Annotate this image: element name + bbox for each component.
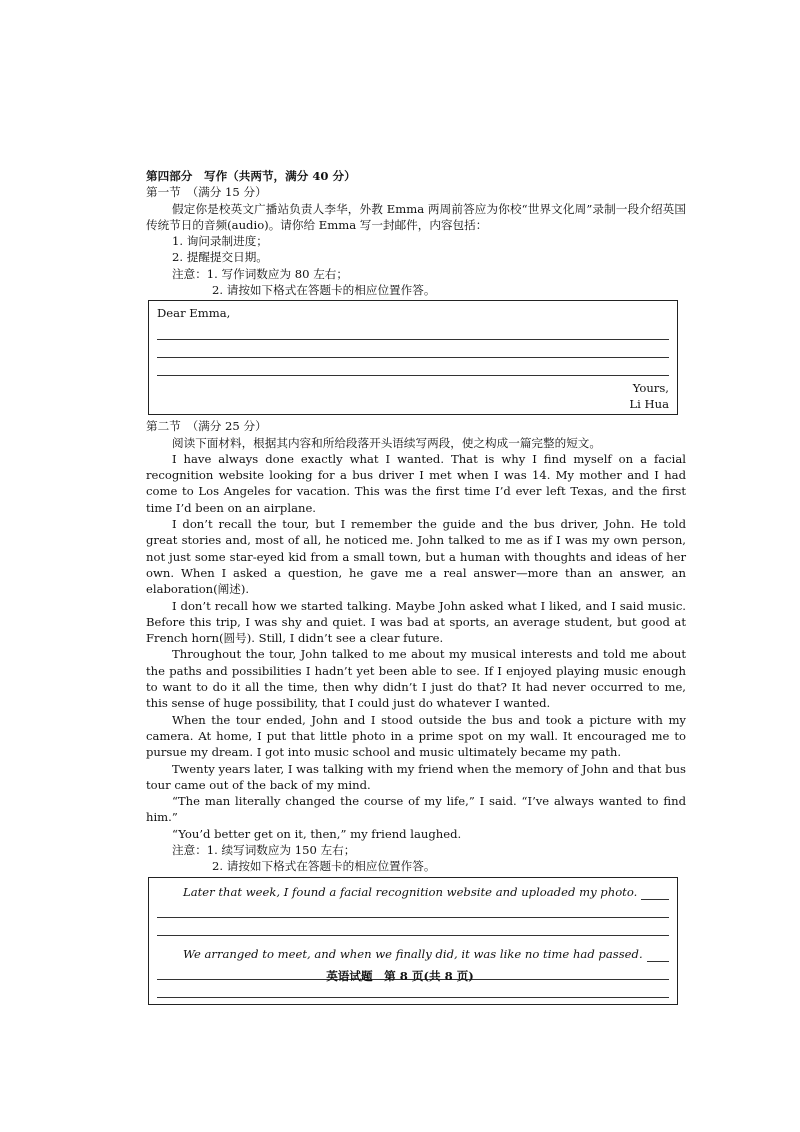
- answer-line: [641, 887, 669, 900]
- answer-line: [157, 918, 669, 936]
- letter-answer-box: [148, 300, 678, 415]
- letter-greeting: Dear Emma,: [157, 306, 231, 321]
- answer-line: [157, 900, 669, 918]
- story-paragraph: I have always done exactly what I wanted. That is why I find myself on a facial recognition website looking for a bus driver I met when I was 14. My mother and I had come to Los Angeles for vacation. This was the first time I’d ever left Texas, and the first time I’d been on an airplane.: [146, 451, 686, 515]
- answer-line: [157, 358, 669, 376]
- section1-task: 假定你是校英文广播站负责人李华，外教 Emma 两周前答应为你校“世界文化周”录制一段介绍英国传统节日的音频(audio)。请你给 Emma 写一封邮件，内容包括：: [146, 201, 686, 232]
- section2-instruction: 阅读下面材料，根据其内容和所给段落开头语续写两段，使之构成一篇完整的短文。: [172, 435, 601, 450]
- story-paragraph: I don’t recall the tour, but I remember the guide and the bus driver, John. He told great stories and, most of all, he noticed me. John talked to me as if I was my own person, not just some star-eyed kid from a small town, but a human with thoughts and ideas of her own. When I asked a question, he gave me a real answer—more than an answer, an elaboration(阐述).: [146, 517, 686, 597]
- story-paragraph: When the tour ended, John and I stood outside the bus and took a picture with my camera. At home, I put that little photo in a prime spot on my wall. It encouraged me to pursue my dream. I got into music school and music ultimately became my path.: [146, 712, 686, 760]
- writing-section: [146, 168, 686, 1008]
- task-point: 2. 提醒提交日期。: [172, 250, 268, 265]
- answer-line: [157, 322, 669, 340]
- answer-line: [157, 340, 669, 358]
- story-paragraph: I don’t recall how we started talking. Maybe John asked what I liked, and I said music. Before this trip, I was shy and quiet. I was bad at sports, an average student, but good at French horn(圆号). Still, I didn’t see a clear future.: [146, 598, 686, 646]
- story-paragraph: Twenty years later, I was talking with my friend when the memory of John and that bus tour came out of the back of my mind.: [146, 761, 686, 792]
- story-paragraph: “You’d better get on it, then,” my friend laughed.: [172, 826, 462, 841]
- section1-note: 2. 请按如下格式在答题卡的相应位置作答。: [212, 283, 436, 298]
- continuation-prompt: [157, 946, 669, 962]
- story-paragraph: Throughout the tour, John talked to me about my musical interests and told me about the paths and possibilities I hadn’t yet been able to see. If I enjoyed playing music enough to want to do it all the time, then why didn’t I just do that? It had never occurred to me, this sense of huge possibility, that I could just do whatever I wanted.: [146, 647, 686, 711]
- prompt-text: We arranged to meet, and when we finally did, it was like no time had passed.: [183, 946, 643, 961]
- letter-signature: Li Hua: [629, 396, 669, 411]
- part-title: 第四部分 写作（共两节，满分 40 分）: [146, 169, 356, 183]
- section2-note: 注意：1. 续写词数应为 150 左右；: [172, 842, 356, 857]
- task-point: 1. 询问录制进度；: [172, 234, 268, 249]
- story-paragraph: “The man literally changed the course of my life,” I said. “I’ve always wanted to find him.”: [146, 794, 686, 825]
- section2-title: 第二节 （满分 25 分）: [146, 419, 267, 434]
- page-footer: 英语试题 第 8 页(共 8 页): [326, 969, 474, 983]
- continuation-answer-box: [148, 877, 678, 1006]
- section1-title: 第一节 （满分 15 分）: [146, 185, 267, 200]
- prompt-text: Later that week, I found a facial recognition website and uploaded my photo.: [183, 884, 638, 899]
- continuation-prompt: [157, 884, 669, 900]
- section1-note: 注意：1. 写作词数应为 80 左右；: [172, 266, 348, 281]
- section2-note: 2. 请按如下格式在答题卡的相应位置作答。: [212, 859, 436, 874]
- answer-line: [647, 949, 669, 962]
- letter-closing: Yours,: [632, 380, 669, 395]
